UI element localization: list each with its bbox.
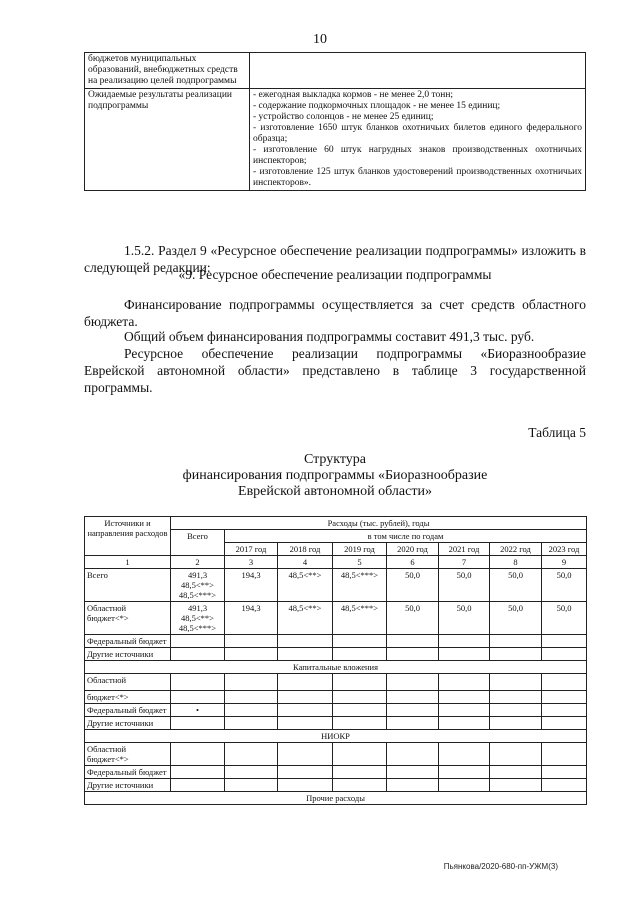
table-row	[85, 635, 587, 648]
cell-value: 50,0	[542, 602, 587, 635]
row-label-oblast-niokr: Областной бюджет<*>	[85, 743, 171, 766]
cell-line: 491,3	[187, 570, 208, 580]
table-row	[85, 53, 586, 89]
row-label-oblast-cap: Областной	[85, 674, 171, 691]
column-number: 9	[542, 556, 587, 569]
row-label-other-niokr: Другие источники	[85, 779, 171, 792]
row-label-other: Другие источники	[85, 648, 171, 661]
table-row	[85, 661, 587, 674]
financing-table	[84, 516, 587, 805]
cell-value: 48,5<***>	[333, 569, 387, 602]
header-year: 2018 год	[278, 543, 333, 556]
table-row	[85, 602, 587, 635]
passport-cell-funding-sources: бюджетов муниципальных образований, внебюджетных средств на реализацию целей подпрограммы	[85, 53, 250, 89]
table-row	[85, 792, 587, 805]
cell-line: 48,5<***>	[178, 623, 217, 633]
table-row	[85, 691, 587, 704]
list-item: - изготовление 60 штук нагрудных знаков производственных охотничьих инспекторов;	[253, 145, 582, 166]
table-row	[85, 766, 587, 779]
table-row	[85, 648, 587, 661]
section-niokr: НИОКР	[85, 730, 587, 743]
row-label-federal-niokr: Федеральный бюджет	[85, 766, 171, 779]
table-row	[85, 704, 587, 717]
table-label: Таблица 5	[528, 425, 586, 440]
table-title-line: Еврейской автономной области»	[238, 484, 432, 499]
header-year: 2020 год	[387, 543, 439, 556]
list-item: - ежегодная выкладка кормов - не менее 2,0 тонн;	[253, 90, 454, 100]
table-row	[85, 730, 587, 743]
column-number: 2	[171, 556, 225, 569]
cell-value: 194,3	[225, 602, 278, 635]
header-total: Всего	[171, 530, 225, 556]
column-number: 5	[333, 556, 387, 569]
cell-value: 48,5<**>	[278, 569, 333, 602]
page-number: 10	[313, 32, 327, 47]
cell-total	[171, 569, 225, 602]
table-row	[85, 674, 587, 691]
row-label-federal-cap: Федеральный бюджет	[85, 704, 171, 717]
cell-total	[171, 602, 225, 635]
list-item: - устройство солонцов - не менее 25 единиц;	[253, 112, 434, 122]
cell-value: 50,0	[490, 569, 542, 602]
cell-value: 194,3	[225, 569, 278, 602]
table-row	[85, 717, 587, 730]
cell-value: 50,0	[542, 569, 587, 602]
header-year: 2021 год	[439, 543, 490, 556]
column-number: 8	[490, 556, 542, 569]
paragraph-amendment: 1.5.2. Раздел 9 «Ресурсное обеспечение реализации подпрограммы» изложить в следующей редакции:	[84, 243, 586, 275]
cell-value: 50,0	[387, 602, 439, 635]
header-year: 2017 год	[225, 543, 278, 556]
row-label-oblast: Областной бюджет<*>	[85, 602, 171, 635]
header-sources: Источники и направления расходов	[85, 517, 171, 556]
cell-value: 50,0	[387, 569, 439, 602]
row-label-total: Всего	[85, 569, 171, 602]
paragraph-resource-provision: Ресурсное обеспечение реализации подпрограммы «Биоразнообразие Еврейской автономной области» представлено в таблице 3 государственной программы.	[84, 346, 586, 395]
table-row	[85, 89, 586, 191]
list-item: - изготовление 1650 штук бланков охотничьих билетов единого федерального образца;	[253, 123, 582, 144]
row-label-federal: Федеральный бюджет	[85, 635, 171, 648]
cell-value: 48,5<***>	[333, 602, 387, 635]
column-number: 7	[439, 556, 490, 569]
header-expenses: Расходы (тыс. рублей), годы	[171, 517, 587, 530]
document-code: Пьянкова/2020-680-пп-УЖМ(3)	[443, 862, 558, 871]
column-number: 4	[278, 556, 333, 569]
table-row	[85, 779, 587, 792]
passport-cell-empty	[250, 53, 586, 89]
column-number: 1	[85, 556, 171, 569]
section-other-expenses: Прочие расходы	[85, 792, 587, 805]
table-title	[84, 452, 586, 500]
table-row	[85, 743, 587, 766]
cell-value: 48,5<**>	[278, 602, 333, 635]
table-title-line: Структура	[303, 452, 367, 467]
table-row	[85, 569, 587, 602]
cell-line: 48,5<**>	[181, 613, 214, 623]
cell-line: 48,5<***>	[178, 590, 217, 600]
subprogram-passport-table	[84, 52, 586, 191]
paragraph-total-volume: Общий объем финансирования подпрограммы составит 491,3 тыс. руб.	[124, 329, 535, 344]
cell-value: 50,0	[439, 602, 490, 635]
row-label-oblast-cap-b: бюджет<*>	[85, 691, 171, 704]
passport-cell-results-list	[250, 89, 586, 191]
passport-cell-expected-results: Ожидаемые результаты реализации подпрограммы	[85, 89, 250, 191]
header-year: 2023 год	[542, 543, 587, 556]
list-item: - изготовление 125 штук бланков удостоверений производственных охотничьих инспекторов».	[253, 167, 582, 188]
cell-value: 50,0	[439, 569, 490, 602]
table-title-line: финансирования подпрограммы «Биоразнообразие	[182, 468, 488, 483]
cell-value: 50,0	[490, 602, 542, 635]
header-year: 2022 год	[490, 543, 542, 556]
table-row	[85, 517, 587, 530]
header-by-years: в том числе по годам	[225, 530, 587, 543]
cell-mark: •	[171, 704, 225, 717]
cell-line: 491,3	[187, 603, 208, 613]
column-number: 6	[387, 556, 439, 569]
row-label-other-cap: Другие источники	[85, 717, 171, 730]
section-capital-investments: Капитальные вложения	[85, 661, 587, 674]
list-item: - содержание подкормочных площадок - не менее 15 единиц;	[253, 101, 501, 111]
table-row	[85, 556, 587, 569]
section-heading: «9. Ресурсное обеспечение реализации подпрограммы	[178, 267, 492, 282]
cell-line: 48,5<**>	[181, 580, 214, 590]
header-year: 2019 год	[333, 543, 387, 556]
paragraph-financing: Финансирование подпрограммы осуществляется за счет средств областного бюджета.	[84, 297, 586, 329]
column-number: 3	[225, 556, 278, 569]
